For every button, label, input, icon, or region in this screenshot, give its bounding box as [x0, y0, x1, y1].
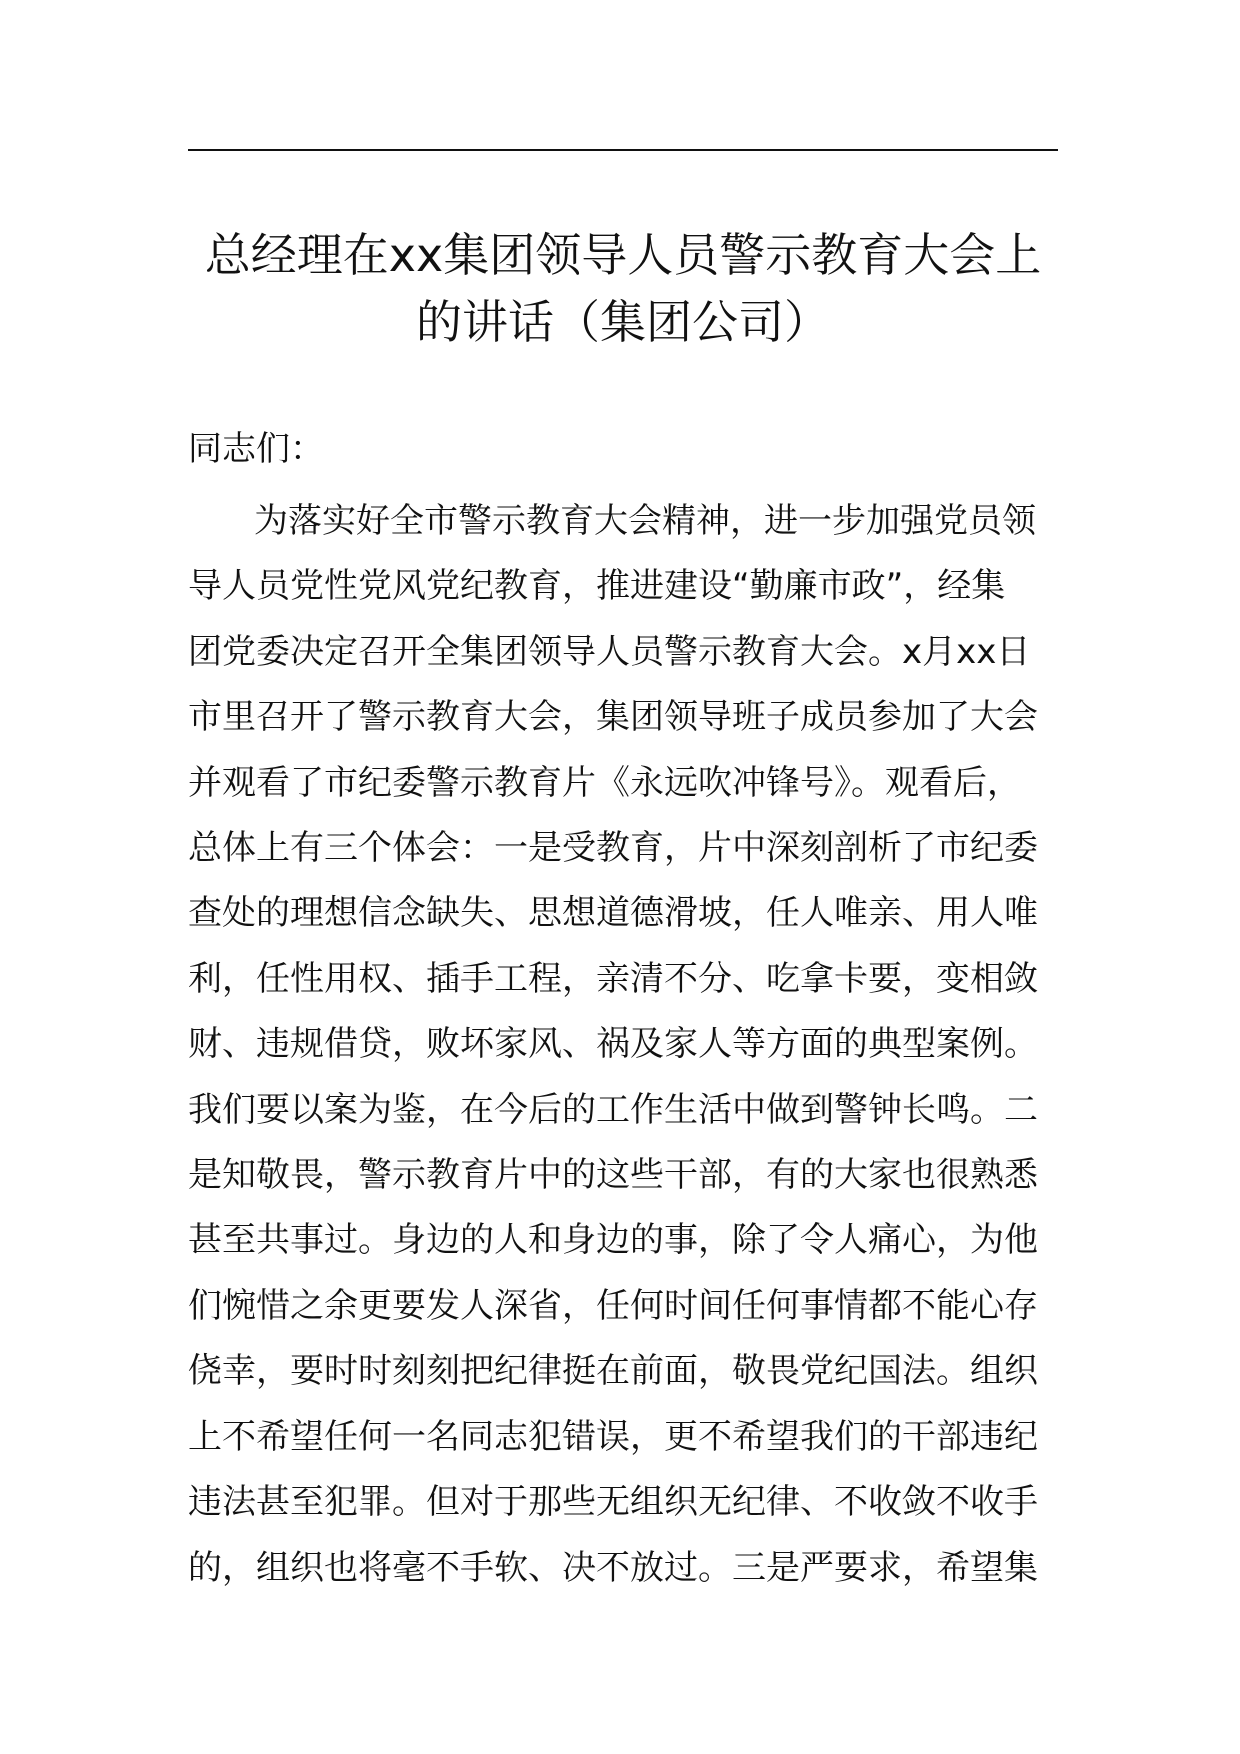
header-rule: [188, 149, 1058, 151]
title-line-2: 的讲话（集团公司）: [416, 295, 830, 349]
body-line: 为落实好全市警示教育大会精神，进一步加强党员领: [254, 501, 1036, 541]
body-line: 并观看了市纪委警示教育片《永远吹冲锋号》。观看后，: [188, 762, 1021, 803]
body-line: 甚至共事过。身边的人和身边的事，除了令人痛心，为他: [188, 1220, 1038, 1261]
body-line: 们惋惜之余更要发人深省，任何时间任何事情都不能心存: [188, 1285, 1038, 1326]
body-line: 上不希望任何一名同志犯错误，更不希望我们的干部违纪: [188, 1416, 1038, 1457]
body-line: 侥幸，要时时刻刻把纪律挺在前面，敬畏党纪国法。组织: [188, 1351, 1038, 1392]
body-line: 查处的理想信念缺失、思想道德滑坡，任人唯亲、用人唯: [188, 893, 1038, 934]
body-line: 团党委决定召开全集团领导人员警示教育大会。x月xx日: [188, 631, 1031, 672]
body-line: 导人员党性党风党纪教育，推进建设“勤廉市政”，经集: [188, 566, 1006, 607]
body-line: 我们要以案为鉴，在今后的工作生活中做到警钟长鸣。二: [188, 1089, 1038, 1130]
title-line-1: 总经理在xx集团领导人员警示教育大会上: [204, 228, 1042, 282]
body-line: 市里召开了警示教育大会，集团领导班子成员参加了大会: [188, 697, 1038, 738]
body-line: 利，任性用权、插手工程，亲清不分、吃拿卡要，变相敛: [188, 958, 1038, 999]
salutation: 同志们：: [188, 429, 324, 469]
body-line: 财、违规借贷，败坏家风、祸及家人等方面的典型案例。: [188, 1024, 1038, 1065]
body-paragraph: [188, 489, 1068, 1601]
body-line: 违法甚至犯罪。但对于那些无组织无纪律、不收敛不收手: [188, 1482, 1038, 1523]
body-line: 总体上有三个体会：一是受教育，片中深刻剖析了市纪委: [188, 828, 1038, 869]
body-line: 是知敬畏，警示教育片中的这些干部，有的大家也很熟悉: [188, 1155, 1038, 1196]
body-line: 的，组织也将毫不手软、决不放过。三是严要求，希望集: [188, 1547, 1038, 1588]
document-title: [188, 222, 1058, 356]
